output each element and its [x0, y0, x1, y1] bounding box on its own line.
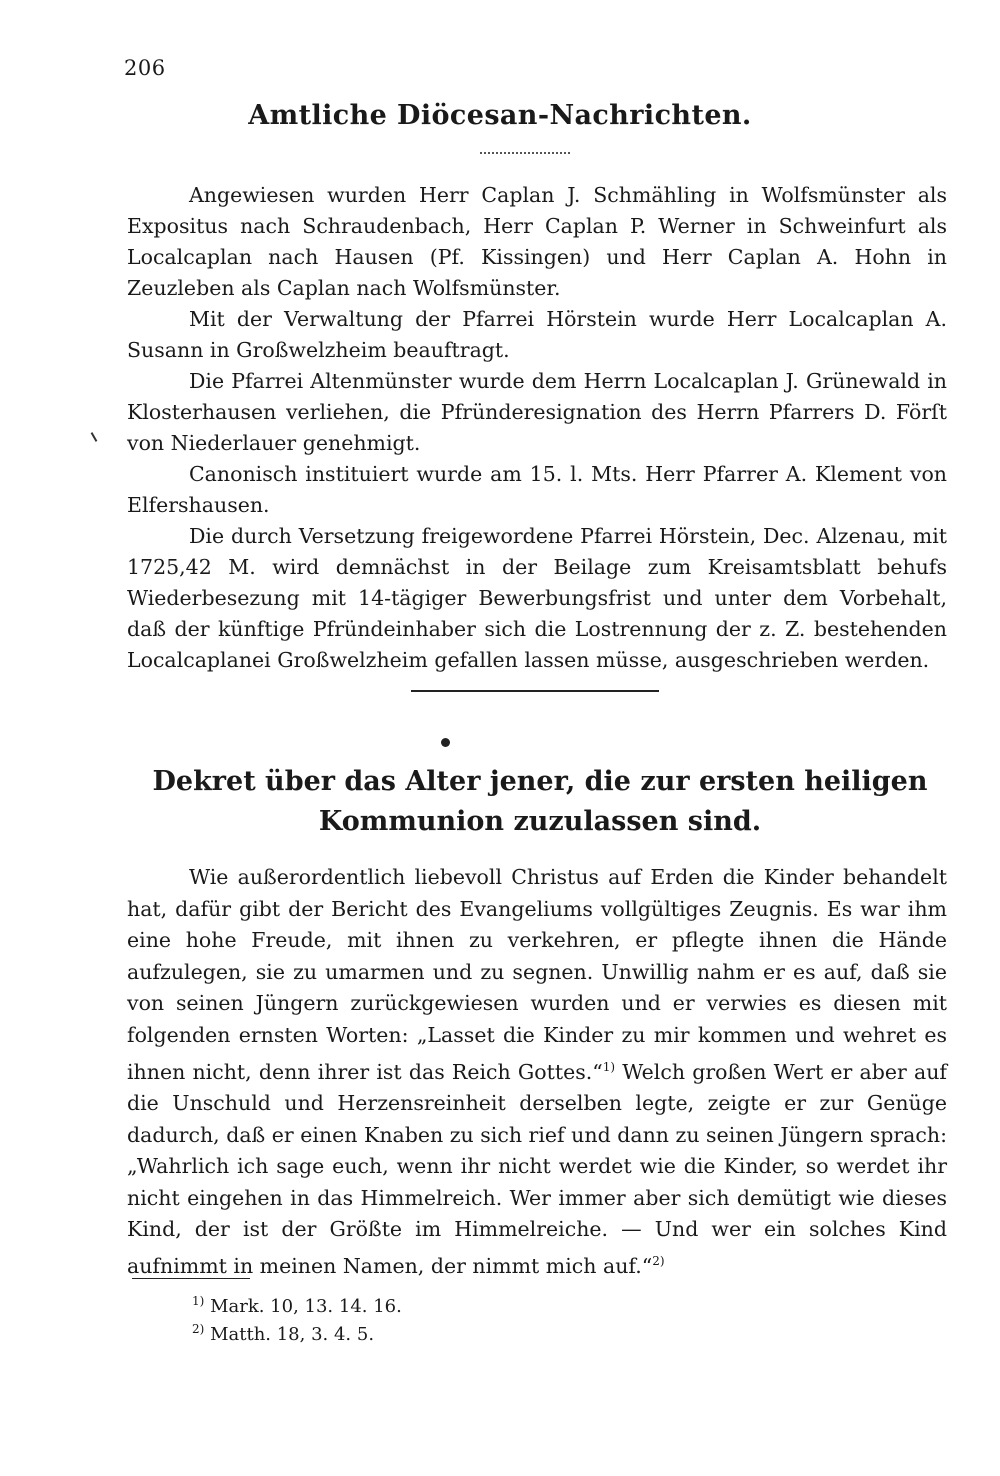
footnote-1: [192, 1294, 402, 1317]
decree-title: Dekret über das Alter jener, die zur ersten heiligen Kommunion zuzulassen sind.: [152, 766, 928, 837]
announcements: [127, 180, 947, 676]
page-number: 206: [124, 56, 166, 80]
announcement-paragraph: Canonisch instituiert wurde am 15. l. Mts. Herr Pfarrer A. Klement von Elfershausen.: [127, 462, 947, 517]
announcement-paragraph: Angewiesen wurden Herr Caplan J. Schmähling in Wolfsmünster als Expositus nach Schraudenbach, Herr Caplan P. Werner in Schweinfurt als Localcaplan nach Hausen (Pf. Kissingen) und Herr Caplan A. Hohn in Zeuzleben als Caplan nach Wolfsmünster.: [127, 183, 947, 300]
footnote-rule: [132, 1278, 250, 1279]
section-title: Amtliche Diöcesan-Nachrichten.: [248, 100, 752, 131]
footnote-2: [192, 1322, 374, 1345]
decree-text: Wie außerordentlich liebevoll Christus auf Erden die Kinder behandelt hat, dafür gibt der Bericht des Evangeliums vollgültiges Zeugnis. Es war ihm eine hohe Freude, mit ihnen zu verkehren, er pflegte ihnen die Hände aufzulegen, sie zu umarmen und zu segnen. Unwillig nahm er es auf, daß sie von seinen Jüngern zurückgewiesen wurden und er verwies es diesen mit folgenden ernsten Worten: „Lasset die Kinder zu mir kommen und wehret es ihnen nicht, denn ihrer ist das Reich Gottes.“: [127, 865, 947, 1084]
footnote-text: Matth. 18, 3. 4. 5.: [210, 1324, 375, 1345]
announcement-paragraph: Mit der Verwaltung der Pfarrei Hörstein wurde Herr Localcaplan A. Susann in Großwelzheim beauftragt.: [127, 307, 947, 362]
ornament-divider: [480, 152, 570, 160]
decree-text-continued: Welch großen Wert er aber auf die Unschuld und Herzensreinheit derselben legte, zeigte er zur Genüge dadurch, daß er einen Knaben zu sich rief und dann zu seinen Jüngern sprach: „Wahrlich ich sage euch, wenn ihr nicht werdet wie die Kinder, so werdet ihr nicht eingehen in das Himmelreich. Wer immer aber sich demütigt wie dieses Kind, der ist der Größte im Himmelreiche. — Und wer ein solches Kind aufnimmt in meinen Namen, der nimmt mich auf.“: [127, 1059, 947, 1278]
decree-body: [127, 862, 947, 1282]
announcement-paragraph: Die durch Versetzung freigewordene Pfarrei Hörstein, Dec. Alzenau, mit 1725,42 M. wird demnächst in der Beilage zum Kreisamtsblatt behufs Wiederbesezung mit 14-tägiger Bewerbungsfrist und unter dem Vorbehalt, daß der künftige Pfründeinhaber sich die Lostrennung der z. Z. bestehenden Localcaplanei Großwelzheim gefallen lassen müsse, ausgeschrieben werden.: [127, 524, 947, 672]
margin-mark: [91, 432, 98, 442]
ink-dot: [441, 738, 450, 747]
footnote-text: Mark. 10, 13. 14. 16.: [210, 1296, 402, 1317]
footnote-mark: 2): [192, 1322, 205, 1336]
section-separator: [411, 690, 659, 692]
footnote-mark: 1): [192, 1294, 205, 1308]
footnote-ref-1: 1): [602, 1059, 616, 1074]
decree-paragraph: [127, 862, 947, 1282]
footnote-ref-2: 2): [652, 1253, 665, 1268]
announcement-paragraph: Die Pfarrei Altenmünster wurde dem Herrn Localcaplan J. Grünewald in Klosterhausen verliehen, die Pfründeresignation des Herrn Pfarrers D. Förſt von Niederlauer genehmigt.: [127, 369, 947, 455]
